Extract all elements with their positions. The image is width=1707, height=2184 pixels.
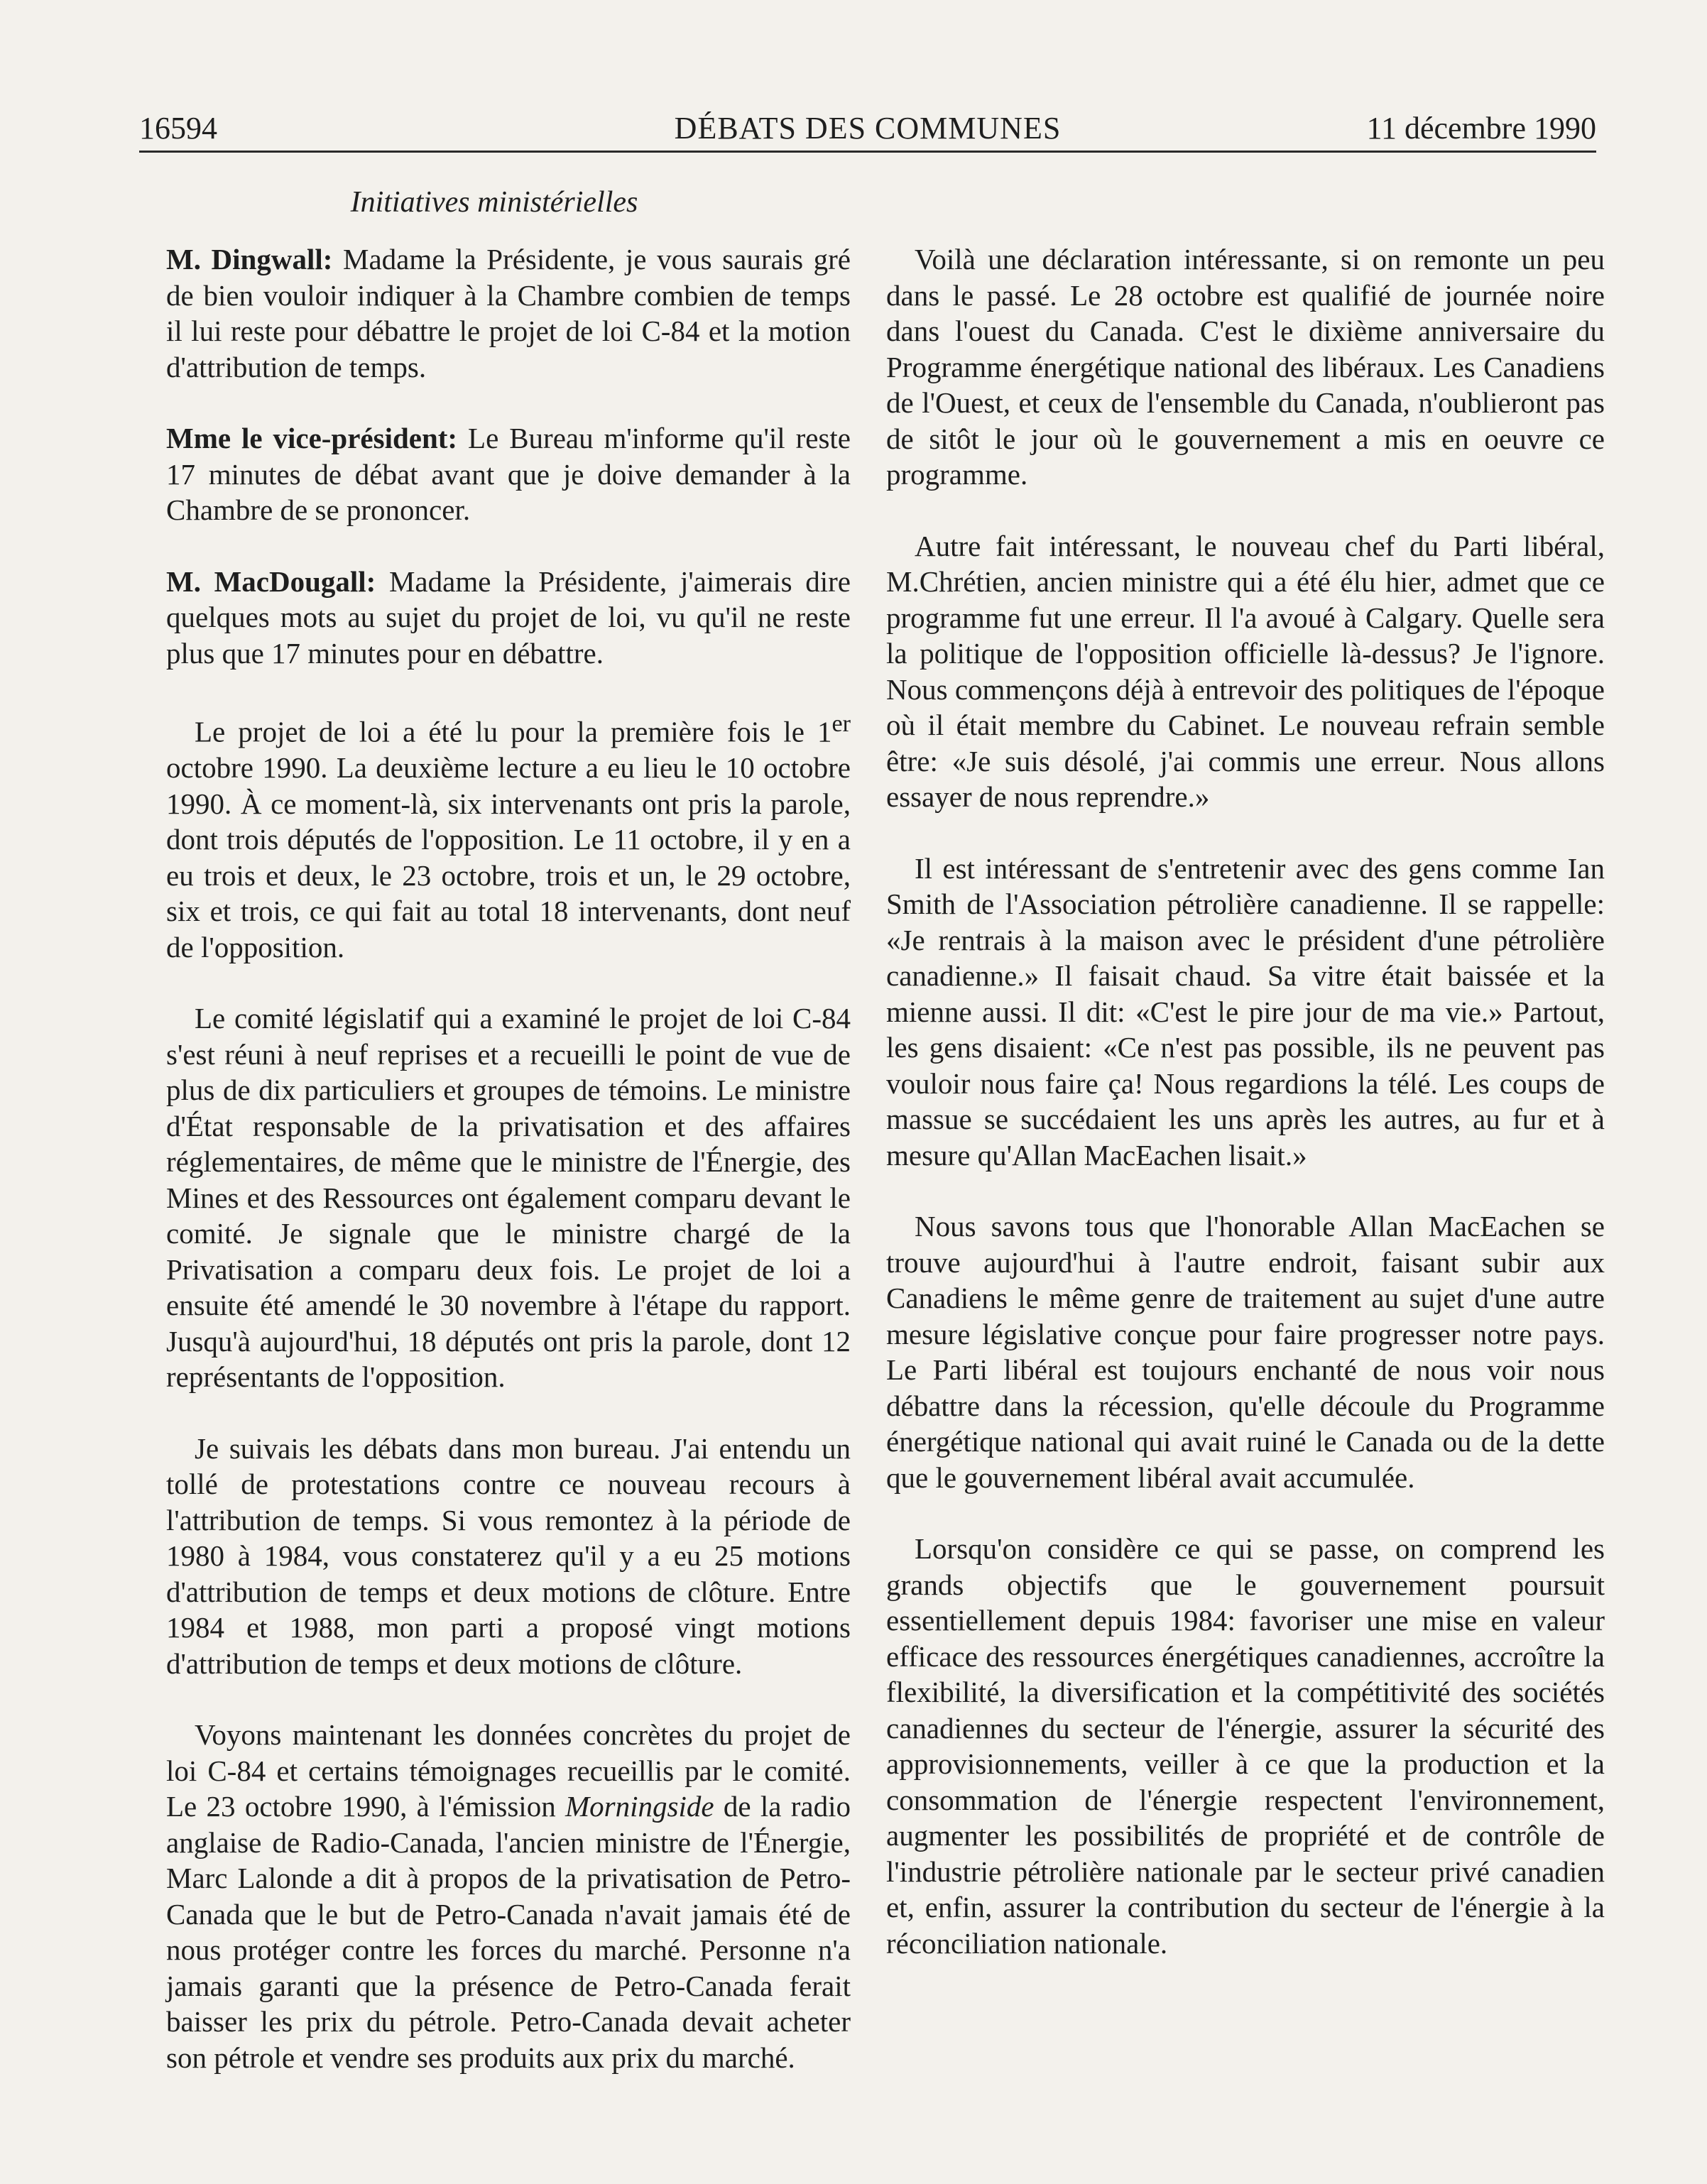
speaker-name: M. MacDougall:: [166, 564, 376, 598]
paragraph-text: de la radio anglaise de Radio-Canada, l'ancien ministre de l'Énergie, Marc Lalonde a dit à propos de la privatisation de Petro-Canada que le but de Petro-Canada n'avait jamais été de nous protéger contre les forces du marché. Personne n'a jamais garanti que la présence de Petro-Canada ferait baisser les prix du pétrole. Petro-Canada devait acheter son pétrole et vendre ses produits aux prix du marché.: [166, 1790, 851, 2074]
right-column: [886, 241, 1605, 1997]
program-title: Morningside: [565, 1790, 714, 1823]
page-header: [139, 107, 1596, 151]
publication-title: DÉBATS DES COMMUNES: [674, 111, 1062, 146]
paragraph: Le comité législatif qui a examiné le projet de loi C-84 s'est réuni à neuf reprises et a recueilli le point de vue de plus de dix particuliers et groupes de témoins. Le ministre d'État responsable de la privatisation et des affaires réglementaires, de même que le ministre de l'Énergie, des Mines et des Ressources ont également comparu devant le comité. Je signale que le ministre chargé de la Privatisation a comparu deux fois. Le projet de loi a ensuite été amendé le 30 novembre à l'étape du rapport. Jusqu'à aujourd'hui, 18 députés ont pris la parole, dont 12 représentants de l'opposition.: [166, 1002, 851, 1394]
page-date: 11 décembre 1990: [1366, 111, 1596, 146]
paragraph: Autre fait intéressant, le nouveau chef du Parti libéral, M.Chrétien, ancien ministre qui a été élu hier, admet que ce programme fut une erreur. Il l'a avoué à Calgary. Quelle sera la politique de l'opposition officielle là-dessus? Je l'ignore. Nous commençons déjà à entrevoir des politiques de l'époque où il était membre du Cabinet. Le nouveau refrain semble être: «Je suis désolé, j'ai commis une erreur. Nous allons essayer de nous reprendre.»: [886, 529, 1605, 813]
paragraph: [166, 1717, 851, 2075]
left-column: [166, 241, 851, 2111]
paragraph-text: Le projet de loi a été lu pour la première fois le 1: [195, 715, 832, 748]
paragraph: [166, 706, 851, 965]
paragraph: [166, 564, 851, 672]
paragraph-text: octobre 1990. La deuxième lecture a eu lieu le 10 octobre 1990. À ce moment-là, six intervenants ont pris la parole, dont trois députés de l'opposition. Le 11 octobre, il y en a eu trois et deux, le 23 octobre, trois et un, le 29 octobre, six et trois, ce qui fait au total 18 intervenants, dont neuf de l'opposition.: [166, 751, 851, 963]
speaker-name: M. Dingwall:: [166, 243, 333, 275]
paragraph-text: Voyons maintenant les données concrètes du projet de loi C-84 et certains témoignages recueillis par le comité. Le 23 octobre 1990, à l'émission: [166, 1718, 851, 1823]
paragraph: Je suivais les débats dans mon bureau. J'ai entendu un tollé de protestations contre ce nouveau recours à l'attribution de temps. Si vous remontez à la période de 1980 à 1984, vous constaterez qu'il y a eu 25 motions d'attribution de temps et deux motions de clôture. Entre 1984 et 1988, mon parti a proposé vingt motions d'attribution de temps et deux motions de clôture.: [166, 1431, 851, 1680]
speaker-name: Mme le vice-président:: [166, 422, 458, 454]
paragraph: Nous savons tous que l'honorable Allan MacEachen se trouve aujourd'hui à l'autre endroit, faisant subir aux Canadiens le même genre de traitement au sujet d'une autre mesure législative conçue pour faire progresser notre pays. Le Parti libéral est toujours enchanté de nous voir nous débattre dans la récession, qu'elle découle du Programme énergétique national qui avait ruiné le Canada ou de la dette que le gouvernement libéral avait accumulée.: [886, 1210, 1605, 1494]
paragraph: Voilà une déclaration intéressante, si on remonte un peu dans le passé. Le 28 octobre est qualifié de journée noire dans l'ouest du Canada. C'est le dixième anniversaire du Programme énergétique national des libéraux. Les Canadiens de l'Ouest, et ceux de l'ensemble du Canada, n'oublieront pas de sitôt le jour où le gouvernement a mis en oeuvre ce programme.: [886, 243, 1605, 491]
paragraph: [166, 241, 851, 385]
paragraph: [166, 420, 851, 528]
paragraph: Lorsqu'on considère ce qui se passe, on comprend les grands objectifs que le gouvernement poursuit essentiellement depuis 1984: favoriser une mise en valeur efficace des ressources énergétiques canadiennes, accroître la flexibilité, la diversification et la compétitivité des sociétés canadiennes du secteur de l'énergie, assurer la sécurité des approvisionnements, veiller à ce que la production et la consommation de l'énergie respectent l'environnement, augmenter les possibilités de propriété et de contrôle de l'industrie pétrolière nationale par le secteur privé canadien et, enfin, assurer la contribution du secteur de l'énergie à la réconciliation nationale.: [886, 1532, 1605, 1960]
header-rule: [139, 151, 1596, 153]
page-number: 16594: [139, 111, 217, 146]
paragraph-text: Madame la Présidente, j'aimerais dire quelques mots au sujet du projet de loi, vu qu'il ne reste plus que 17 minutes pour en débattre.: [166, 564, 851, 670]
paragraph-text: Madame la Présidente, je vous saurais gré de bien vouloir indiquer à la Chambre combien de temps il lui reste pour débattre le projet de loi C-84 et la motion d'attribution de temps.: [166, 243, 851, 383]
paragraph-text: Le Bureau m'informe qu'il reste 17 minutes de débat avant que je doive demander à la Chambre de se prononcer.: [166, 422, 851, 526]
superscript: er: [831, 711, 851, 737]
section-title: Initiatives ministérielles: [350, 186, 638, 219]
paragraph: Il est intéressant de s'entretenir avec des gens comme Ian Smith de l'Association pétrolière canadienne. Il se rappelle: «Je rentrais à la maison avec le président d'une pétrolière canadienne.» Il faisait chaud. Sa vitre était baissée et la mienne aussi. Il dit: «C'est le pire jour de ma vie.» Partout, les gens disaient: «Ce n'est pas possible, ils ne peuvent pas vouloir nous faire ça! Nous regardions la télé. Les coups de massue se succédaient les uns après les autres, au fur et à mesure qu'Allan MacEachen lisait.»: [886, 851, 1605, 1172]
